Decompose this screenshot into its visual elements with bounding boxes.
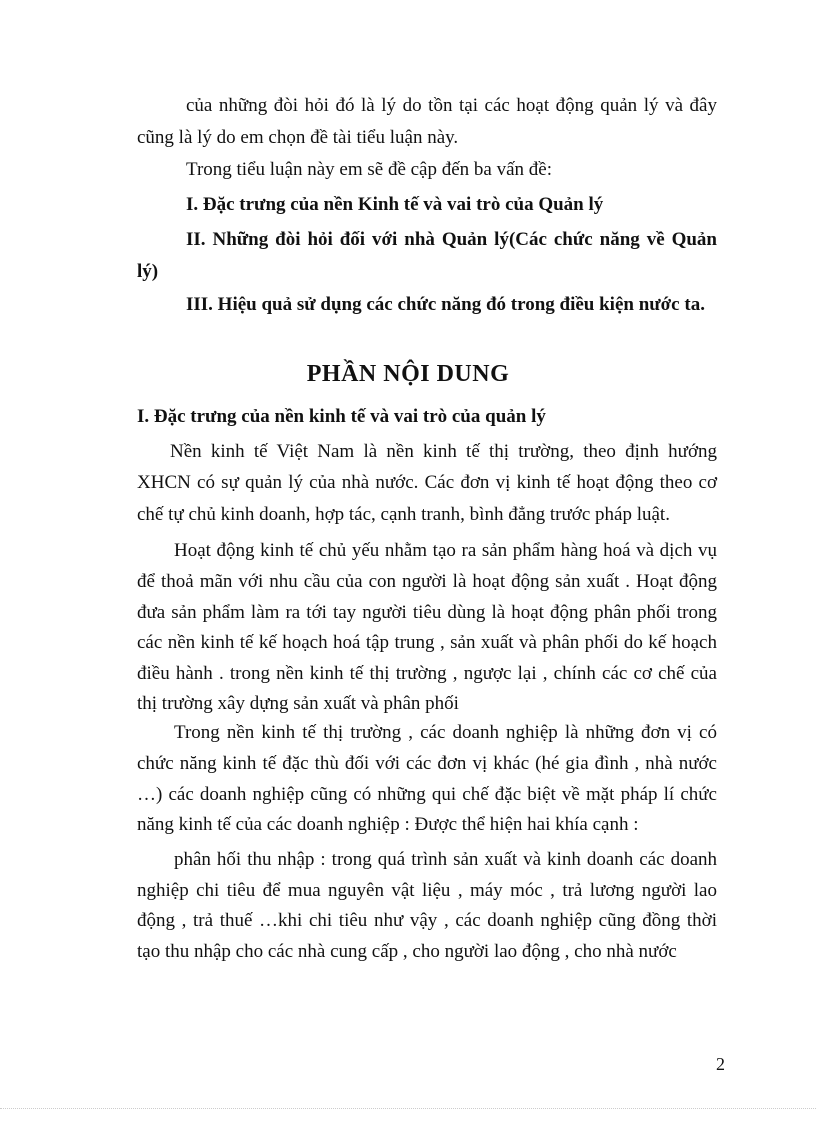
paragraph-3-line-4: năng kinh tế của các doanh nghiệp : Được thể hiện hai khía cạnh :: [137, 814, 639, 835]
paragraph-2-line-5: điều hành . trong nền kinh tế thị trường , ngược lại , chính các cơ chế của: [137, 663, 717, 684]
paragraph-2-line-6: thị trường xây dựng sản xuất và phân phối: [137, 693, 459, 714]
paragraph-4-line-3: động , trả thuế …khi chi tiêu như vậy , các doanh nghiệp cũng đồng thời: [137, 910, 717, 931]
topic-2: II. Những đòi hỏi đối với nhà Quản lý(Các chức năng về Quản: [186, 229, 717, 250]
paragraph-1-line-3: chế tự chủ kinh doanh, hợp tác, cạnh tranh, bình đẳng trước pháp luật.: [137, 504, 670, 525]
topic-3: III. Hiệu quả sử dụng các chức năng đó trong điều kiện nước ta.: [186, 294, 705, 315]
intro-line-1: của những đòi hỏi đó là lý do tồn tại các hoạt động quản lý và đây: [186, 95, 717, 116]
intro-line-3: Trong tiểu luận này em sẽ đề cập đến ba vấn đề:: [186, 159, 553, 180]
topic-2-continued: lý): [137, 261, 159, 282]
paragraph-3-line-2: chức năng kinh tế đặc thù đối với các đơn vị khác (hé gia đình , nhà nước: [137, 753, 717, 774]
paragraph-4-line-2: nghiệp chi tiêu để mua nguyên vật liệu , máy móc , trả lương người lao: [137, 880, 717, 901]
paragraph-4-line-1: phân hối thu nhập : trong quá trình sản xuất và kinh doanh các doanh: [174, 849, 717, 870]
page-heading: PHẦN NỘI DUNG: [306, 361, 510, 387]
paragraph-2-line-3: đưa sản phẩm làm ra tới tay người tiêu dùng là hoạt động phân phối trong: [137, 602, 717, 623]
intro-line-2: cũng là lý do em chọn đề tài tiểu luận này.: [137, 127, 459, 148]
paragraph-2-line-2: để thoả mãn với nhu cầu của con người là hoạt động sản xuất . Hoạt động: [137, 571, 717, 592]
paragraph-3-line-1: Trong nền kinh tế thị trường , các doanh nghiệp là những đơn vị có: [174, 722, 717, 743]
topic-1: I. Đặc trưng của nền Kinh tế và vai trò của Quản lý: [186, 194, 604, 215]
section-title: I. Đặc trưng của nền kinh tế và vai trò của quản lý: [137, 406, 546, 427]
page-bottom-divider: [0, 1108, 816, 1109]
paragraph-2-line-1: Hoạt động kinh tế chủ yếu nhằm tạo ra sản phẩm hàng hoá và dịch vụ: [174, 540, 717, 561]
page-number: 2: [716, 1054, 725, 1074]
paragraph-1-line-2: XHCN có sự quản lý của nhà nước. Các đơn vị kinh tế hoạt động theo cơ: [137, 472, 717, 493]
paragraph-3-line-3: …) các doanh nghiệp cũng có những qui chế đặc biệt về mặt pháp lí chức: [137, 784, 717, 805]
paragraph-1-line-1: Nền kinh tế Việt Nam là nền kinh tế thị trường, theo định hướng: [170, 441, 717, 462]
paragraph-2-line-4: các nền kinh tế kế hoạch hoá tập trung , sản xuất và phân phối do kế hoạch: [137, 632, 717, 653]
paragraph-4-line-4: tạo thu nhập cho các nhà cung cấp , cho người lao động , cho nhà nước: [137, 941, 677, 962]
